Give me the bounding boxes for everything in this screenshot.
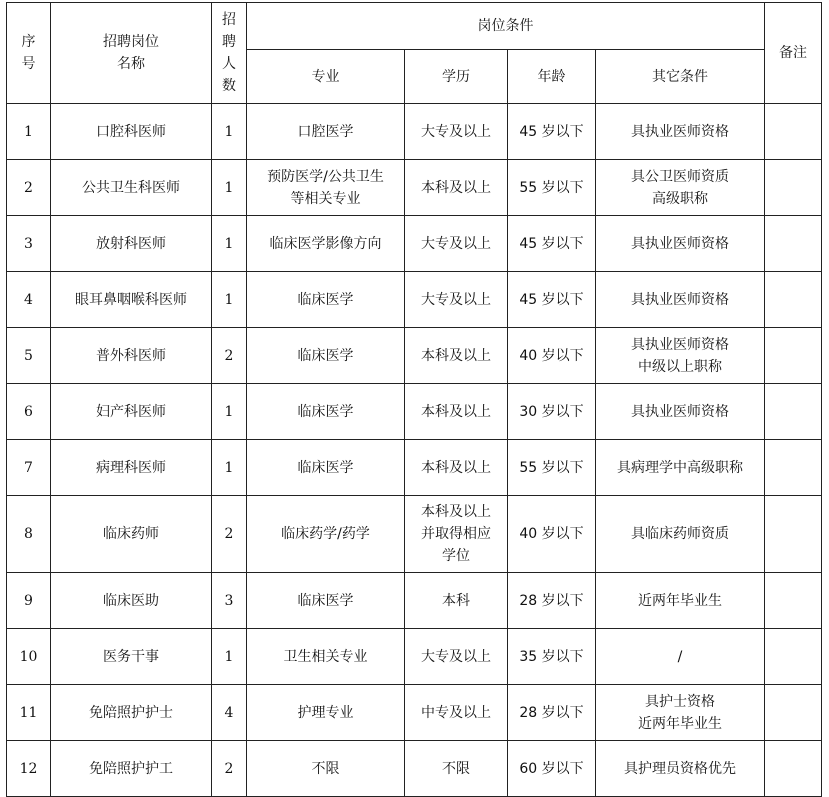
cell-other (596, 629, 765, 685)
cell-line: 临床医学 (297, 403, 354, 420)
cell-line: 临床医学 (297, 291, 354, 308)
cell-line: 具护士资格 (645, 693, 715, 710)
cell-count: 1 (212, 384, 247, 440)
header-age: 年龄 (508, 50, 596, 104)
cell-major (247, 272, 405, 328)
cell-line: 中级以上职称 (638, 358, 722, 375)
cell-major (247, 328, 405, 384)
cell-position (51, 216, 212, 272)
cell-line: 临床医学 (297, 347, 354, 364)
cell-remarks (765, 272, 822, 328)
cell-age: 40 岁以下 (508, 496, 596, 573)
table-row (7, 496, 822, 573)
cell-line: 大专及以上 (421, 123, 491, 140)
cell-seq: 5 (7, 328, 51, 384)
cell-position (51, 629, 212, 685)
cell-education (405, 216, 508, 272)
cell-line: 普外科医师 (96, 347, 166, 364)
cell-remarks (765, 216, 822, 272)
cell-other (596, 104, 765, 160)
cell-position (51, 573, 212, 629)
cell-other (596, 160, 765, 216)
cell-line: 妇产科医师 (96, 403, 166, 420)
cell-position (51, 496, 212, 573)
cell-education (405, 573, 508, 629)
cell-line: 具执业医师资格 (631, 291, 729, 308)
cell-count: 3 (212, 573, 247, 629)
cell-line: 大专及以上 (421, 235, 491, 252)
cell-line: 临床医学 (297, 592, 354, 609)
cell-other (596, 384, 765, 440)
cell-remarks (765, 741, 822, 797)
cell-line: 具执业医师资格 (631, 403, 729, 420)
cell-remarks (765, 104, 822, 160)
cell-line: 病理科医师 (96, 459, 166, 476)
header-other: 其它条件 (596, 50, 765, 104)
cell-line: 临床药师 (103, 526, 159, 542)
cell-count: 1 (212, 216, 247, 272)
cell-remarks (765, 328, 822, 384)
cell-line: 中专及以上 (421, 704, 491, 721)
cell-education (405, 384, 508, 440)
cell-age: 35 岁以下 (508, 629, 596, 685)
table-row (7, 440, 822, 496)
cell-line: 临床医助 (103, 592, 159, 609)
cell-other (596, 685, 765, 741)
cell-line: 具护理员资格优先 (624, 760, 736, 777)
cell-line: 临床医学影像方向 (269, 235, 382, 252)
cell-major (247, 685, 405, 741)
cell-count: 1 (212, 440, 247, 496)
cell-line: 高级职称 (652, 190, 708, 207)
cell-position (51, 741, 212, 797)
cell-position (51, 160, 212, 216)
cell-line: 本科及以上 (421, 504, 491, 520)
cell-age: 30 岁以下 (508, 384, 596, 440)
table-row (7, 384, 822, 440)
cell-line: 卫生相关专业 (283, 648, 368, 665)
cell-major (247, 384, 405, 440)
cell-line: 临床药学/药学 (281, 526, 370, 542)
cell-major (247, 629, 405, 685)
header-count: 招 聘 人 数 (212, 3, 247, 104)
cell-line: 具执业医师资格 (631, 235, 729, 252)
table-row (7, 573, 822, 629)
cell-major (247, 160, 405, 216)
cell-age: 60 岁以下 (508, 741, 596, 797)
cell-line: / (677, 648, 683, 665)
cell-age: 28 岁以下 (508, 573, 596, 629)
cell-line: 眼耳鼻咽喉科医师 (75, 291, 187, 308)
header-conditions: 岗位条件 (247, 3, 765, 50)
cell-age: 55 岁以下 (508, 160, 596, 216)
cell-line: 医务干事 (103, 648, 159, 665)
cell-count: 1 (212, 629, 247, 685)
cell-remarks (765, 629, 822, 685)
header-seq: 序 号 (7, 3, 51, 104)
cell-remarks (765, 496, 822, 573)
cell-line: 大专及以上 (421, 648, 491, 665)
cell-line: 免陪照护护工 (89, 760, 173, 777)
cell-count: 4 (212, 685, 247, 741)
table-row (7, 272, 822, 328)
cell-position (51, 104, 212, 160)
cell-education (405, 104, 508, 160)
table-row (7, 104, 822, 160)
cell-line: 具病理学中高级职称 (617, 459, 743, 476)
cell-line: 并取得相应 (421, 526, 491, 542)
cell-line: 本科及以上 (421, 459, 491, 476)
cell-seq: 3 (7, 216, 51, 272)
cell-line: 不限 (442, 760, 470, 777)
cell-seq: 6 (7, 384, 51, 440)
cell-major (247, 573, 405, 629)
cell-major (247, 741, 405, 797)
cell-line: 本科 (442, 592, 470, 609)
cell-remarks (765, 384, 822, 440)
table-body (7, 104, 822, 797)
cell-age: 45 岁以下 (508, 216, 596, 272)
cell-line: 学位 (442, 548, 470, 564)
cell-line: 具公卫医师资质 (631, 168, 729, 185)
cell-education (405, 440, 508, 496)
cell-line: 护理专业 (297, 704, 354, 721)
cell-line: 公共卫生科医师 (82, 179, 180, 196)
cell-major (247, 104, 405, 160)
cell-age: 45 岁以下 (508, 104, 596, 160)
cell-line: 本科及以上 (421, 403, 491, 420)
cell-line: 临床医学 (297, 459, 354, 476)
cell-education (405, 272, 508, 328)
cell-seq: 2 (7, 160, 51, 216)
cell-line: 放射科医师 (96, 235, 166, 252)
cell-line: 免陪照护护士 (89, 704, 173, 721)
table-row (7, 685, 822, 741)
cell-count: 1 (212, 272, 247, 328)
cell-seq: 1 (7, 104, 51, 160)
cell-major (247, 440, 405, 496)
cell-count: 2 (212, 328, 247, 384)
cell-count: 2 (212, 496, 247, 573)
header-education: 学历 (405, 50, 508, 104)
cell-seq: 8 (7, 496, 51, 573)
cell-position (51, 440, 212, 496)
cell-age: 28 岁以下 (508, 685, 596, 741)
cell-other (596, 440, 765, 496)
cell-remarks (765, 160, 822, 216)
cell-line: 近两年毕业生 (638, 715, 722, 732)
cell-position (51, 384, 212, 440)
cell-education (405, 741, 508, 797)
cell-line: 具执业医师资格 (631, 123, 729, 140)
cell-remarks (765, 573, 822, 629)
cell-position (51, 328, 212, 384)
cell-line: 口腔科医师 (96, 123, 166, 140)
table-row (7, 629, 822, 685)
cell-age: 45 岁以下 (508, 272, 596, 328)
cell-other (596, 272, 765, 328)
recruitment-table (6, 2, 822, 797)
table-row (7, 741, 822, 797)
cell-count: 1 (212, 104, 247, 160)
cell-age: 40 岁以下 (508, 328, 596, 384)
cell-seq: 11 (7, 685, 51, 741)
cell-line: 不限 (311, 760, 340, 777)
cell-line: 近两年毕业生 (638, 592, 722, 609)
cell-position (51, 685, 212, 741)
cell-seq: 9 (7, 573, 51, 629)
cell-major (247, 216, 405, 272)
cell-other (596, 741, 765, 797)
cell-seq: 10 (7, 629, 51, 685)
header-major: 专业 (247, 50, 405, 104)
cell-count: 2 (212, 741, 247, 797)
cell-line: 具执业医师资格 (631, 336, 729, 353)
cell-remarks (765, 440, 822, 496)
cell-other (596, 573, 765, 629)
cell-education (405, 160, 508, 216)
cell-line: 大专及以上 (421, 291, 491, 308)
cell-other (596, 328, 765, 384)
header-remarks: 备注 (765, 3, 822, 104)
cell-line: 口腔医学 (297, 123, 354, 140)
cell-count: 1 (212, 160, 247, 216)
table-row (7, 216, 822, 272)
cell-education (405, 629, 508, 685)
cell-age: 55 岁以下 (508, 440, 596, 496)
table-row (7, 160, 822, 216)
cell-education (405, 496, 508, 573)
cell-position (51, 272, 212, 328)
cell-seq: 4 (7, 272, 51, 328)
cell-seq: 7 (7, 440, 51, 496)
cell-line: 等相关专业 (290, 190, 361, 207)
cell-other (596, 496, 765, 573)
cell-line: 预防医学/公共卫生 (267, 168, 384, 185)
cell-education (405, 328, 508, 384)
header-position: 招聘岗位 名称 (51, 3, 212, 104)
table-row (7, 328, 822, 384)
cell-line: 具临床药师资质 (631, 526, 729, 542)
cell-line: 本科及以上 (421, 179, 491, 196)
cell-other (596, 216, 765, 272)
cell-remarks (765, 685, 822, 741)
cell-education (405, 685, 508, 741)
cell-seq: 12 (7, 741, 51, 797)
cell-major (247, 496, 405, 573)
cell-line: 本科及以上 (421, 347, 491, 364)
